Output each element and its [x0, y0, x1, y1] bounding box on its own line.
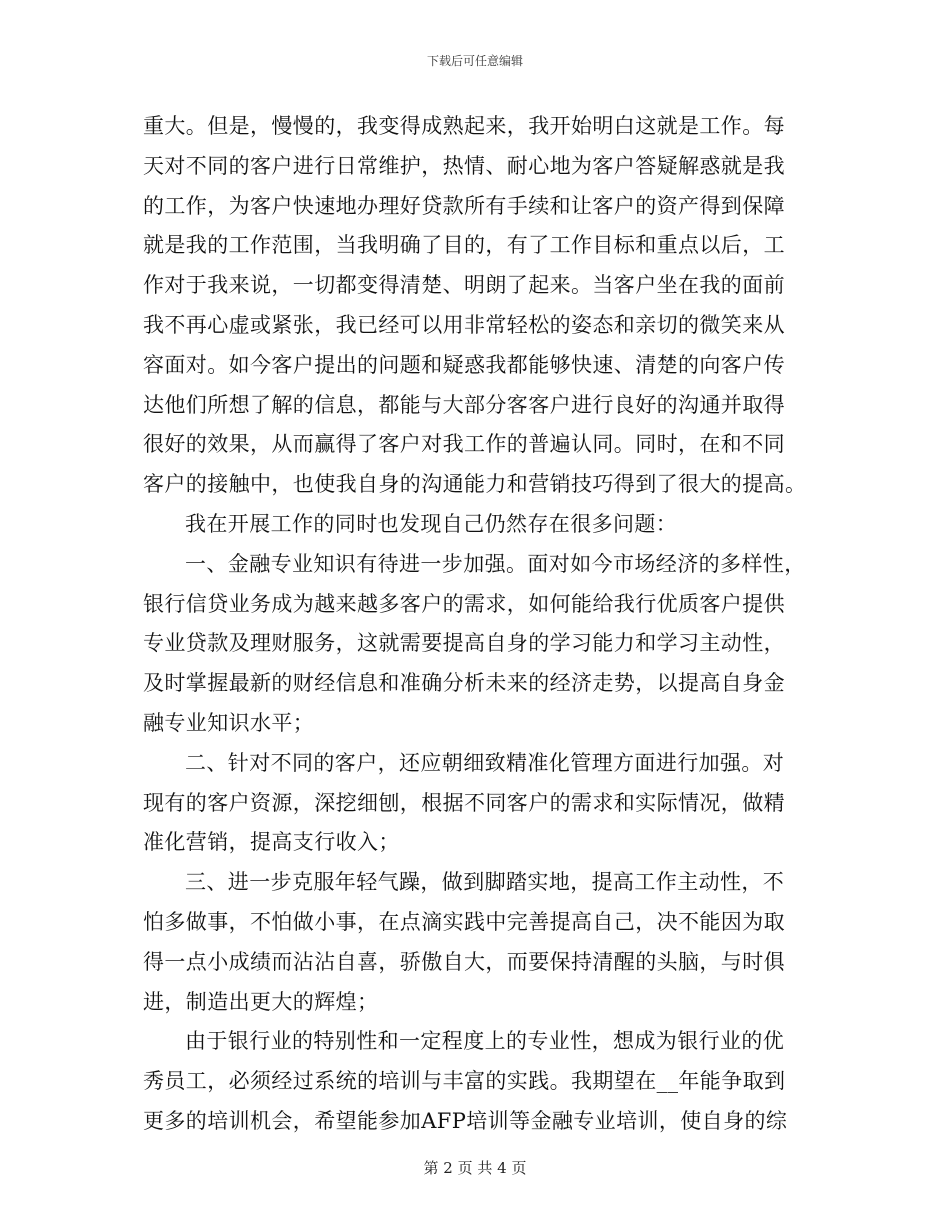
text-line: 三、进一步克服年轻气躁，做到脚踏实地，提高工作主动性，不 [185, 870, 785, 895]
text-line: 就是我的工作范围，当我明确了目的，有了工作目标和重点以后，工 [143, 233, 785, 258]
page-header: 下载后可任意编辑 [426, 54, 523, 68]
text-line: 的工作，为客户快速地办理好贷款所有手续和让客户的资产得到保障 [143, 193, 785, 218]
text-line: 一、金融专业知识有待进一步加强。面对如今市场经济的多样性， [185, 551, 806, 576]
text-line: 秀员工，必须经过系统的培训与丰富的实践。我期望在__年能争取到 [143, 1069, 786, 1094]
text-line: 达他们所想了解的信息，都能与大部分客客户进行良好的沟通并取得 [143, 392, 785, 417]
text-line: 银行信贷业务成为越来越多客户的需求，如何能给我行优质客户提供 [143, 591, 785, 616]
text-line: 及时掌握最新的财经信息和准确分析未来的经济走势，以提高自身金 [143, 671, 785, 696]
text-line: 融专业知识水平； [143, 710, 315, 735]
text-line: 容面对。如今客户提出的问题和疑惑我都能够快速、清楚的向客户传 [143, 352, 785, 377]
text-line: 重大。但是，慢慢的，我变得成熟起来，我开始明白这就是工作。每 [143, 114, 785, 138]
text-line: 天对不同的客户进行日常维护，热情、耐心地为客户答疑解惑就是我 [143, 153, 785, 178]
document-body [143, 107, 807, 1142]
text-line: 客户的接触中，也使我自身的沟通能力和营销技巧得到了很大的提高。 [143, 472, 807, 497]
text-line: 现有的客户资源，深挖细刨，根据不同客户的需求和实际情况，做精 [143, 790, 785, 815]
text-line: 得一点小成绩而沾沾自喜，骄傲自大，而要保持清醒的头脑，与时俱 [143, 949, 785, 974]
text-line: 由于银行业的特别性和一定程度上的专业性，想成为银行业的优 [185, 1029, 785, 1054]
text-line: 作对于我来说，一切都变得清楚、明朗了起来。当客户坐在我的面前 [143, 273, 785, 298]
text-line: 我不再心虚或紧张，我已经可以用非常轻松的姿态和亲切的微笑来从 [143, 312, 785, 337]
text-line: 专业贷款及理财服务，这就需要提高自身的学习能力和学习主动性， [143, 631, 785, 656]
text-line: 准化营销，提高支行收入； [143, 830, 400, 855]
text-line: 二、针对不同的客户，还应朝细致精准化管理方面进行加强。对 [185, 750, 785, 775]
text-line: 很好的效果，从而赢得了客户对我工作的普遍认同。同时，在和不同 [143, 432, 785, 457]
text-line: 我在开展工作的同时也发现自己仍然存在很多问题： [185, 511, 678, 536]
text-line: 更多的培训机会，希望能参加AFP培训等金融专业培训，使自身的综 [143, 1108, 788, 1133]
text-line: 进，制造出更大的辉煌； [143, 989, 379, 1014]
text-line: 怕多做事，不怕做小事，在点滴实践中完善提高自己，决不能因为取 [143, 909, 785, 934]
page-footer: 第 2 页 共 4 页 [423, 1159, 527, 1177]
